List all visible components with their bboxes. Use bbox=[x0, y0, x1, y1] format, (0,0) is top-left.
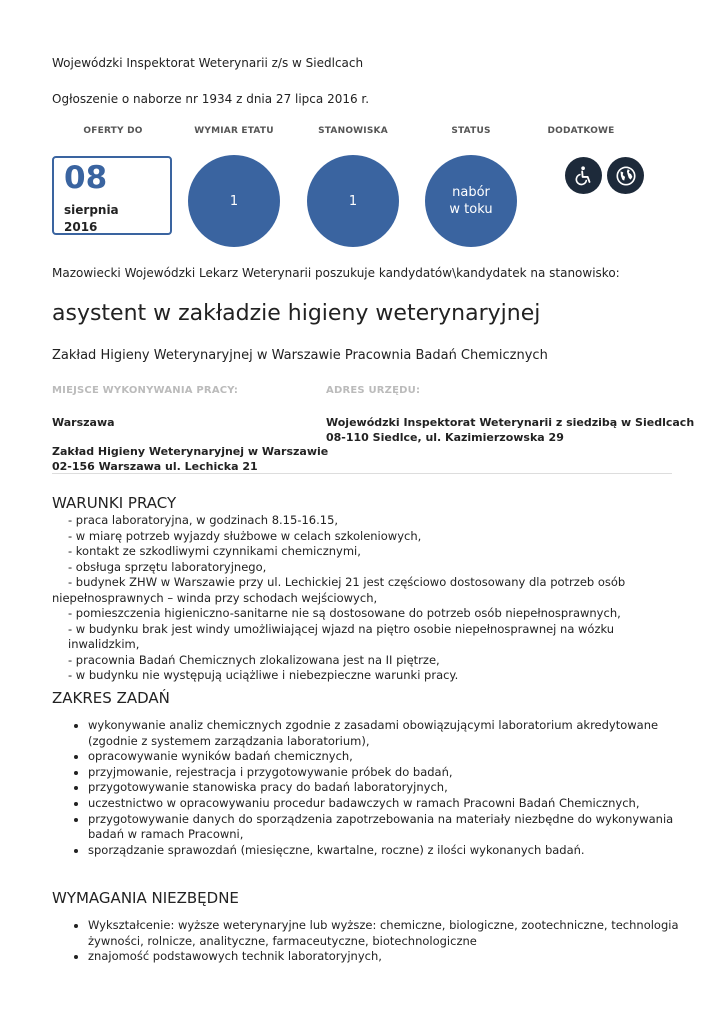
task-item: • opracowywanie wyników badań chemicznych, bbox=[88, 749, 688, 765]
workplace-address bbox=[52, 444, 328, 474]
announcement-title: Ogłoszenie o naborze nr 1934 z dnia 27 lipca 2016 r. bbox=[52, 92, 370, 106]
globe-icon bbox=[607, 157, 644, 194]
deadline-month-year bbox=[64, 202, 119, 236]
condition-line: - obsługa sprzętu laboratoryjnego, bbox=[68, 559, 267, 574]
label-deadline: OFERTY DO bbox=[83, 126, 143, 136]
positions-value: 1 bbox=[348, 193, 358, 209]
condition-line: - praca laboratoryjna, w godzinach 8.15-16.15, bbox=[68, 513, 339, 527]
positions-circle bbox=[307, 155, 399, 247]
condition-line: - w miarę potrzeb wyjazdy służbowe w celach szkoleniowych, bbox=[68, 528, 422, 543]
position-title: asystent w zakładzie higieny weterynaryjnej bbox=[52, 301, 541, 326]
status-circle bbox=[425, 155, 517, 247]
requirements-heading: WYMAGANIA NIEZBĘDNE bbox=[52, 889, 239, 907]
task-item: • przygotowywanie danych do sporządzenia zapotrzebowania na materiały niezbędne do wykonywania badań w ramach Pracowni, bbox=[88, 812, 688, 843]
requirements-list bbox=[52, 918, 688, 965]
wheelchair-icon bbox=[565, 157, 602, 194]
requirements-list-wrap bbox=[52, 918, 688, 965]
intro-text: Mazowiecki Wojewódzki Lekarz Weterynarii poszukuje kandydatów\kandydatek na stanowisko: bbox=[52, 266, 620, 280]
workplace-city: Warszawa bbox=[52, 416, 115, 429]
tasks-list-wrap bbox=[52, 718, 688, 858]
office-address bbox=[326, 415, 694, 445]
label-positions: STANOWISKA bbox=[318, 126, 388, 136]
requirement-item: • Wykształcenie: wyższe weterynaryjne lub wyższe: chemiczne, biologiczne, zootechniczne, technologia żywności, rolnicze, analityczne, farmaceutyczne, biotechnologiczne bbox=[88, 918, 688, 949]
task-item: • przyjmowanie, rejestracja i przygotowywanie próbek do badań, bbox=[88, 765, 688, 781]
task-item: • przygotowywanie stanowiska pracy do badań laboratoryjnych, bbox=[88, 780, 688, 796]
label-extra: DODATKOWE bbox=[547, 126, 615, 136]
tasks-heading: ZAKRES ZADAŃ bbox=[52, 689, 170, 707]
condition-line: niepełnosprawnych – winda przy schodach wejściowych, bbox=[52, 590, 378, 605]
condition-line: - kontakt ze szkodliwymi czynnikami chemicznymi, bbox=[68, 544, 361, 558]
task-item: • wykonywanie analiz chemicznych zgodnie z zasadami obowiązującymi laboratorium akredytowane (zgodnie z systemem zarządzania laboratorium), bbox=[88, 718, 688, 749]
condition-line: - w budynku brak jest windy umożliwiającej wjazd na piętro osobie niepełnosprawnej na wózku inwalidzkim, bbox=[68, 621, 615, 651]
etat-value: 1 bbox=[229, 193, 239, 209]
requirement-item: • znajomość podstawowych technik laboratoryjnych, bbox=[88, 949, 688, 965]
label-etat: WYMIAR ETATU bbox=[194, 126, 274, 136]
deadline-year: 2016 bbox=[64, 220, 98, 234]
label-status: STATUS bbox=[451, 126, 491, 136]
task-item: • sporządzanie sprawozdań (miesięczne, kwartalne, roczne) z ilości wykonanych badań. bbox=[88, 843, 688, 859]
deadline-day: 08 bbox=[64, 160, 108, 196]
condition-line: - budynek ZHW w Warszawie przy ul. Lechickiej 21 jest częściowo dostosowany dla potrzeb osób bbox=[68, 575, 626, 589]
workplace-line-2: 02-156 Warszawa ul. Lechicka 21 bbox=[52, 460, 258, 473]
office-line-1: Wojewódzki Inspektorat Weterynarii z siedzibą w Siedlcach bbox=[326, 416, 695, 429]
deadline-box bbox=[52, 156, 172, 235]
conditions-heading: WARUNKI PRACY bbox=[52, 494, 177, 512]
task-item: • uczestnictwo w opracowywaniu procedur badawczych w ramach Pracowni Badań Chemicznych, bbox=[88, 796, 688, 812]
institution-name: Wojewódzki Inspektorat Weterynarii z/s w Siedlcach bbox=[52, 56, 364, 70]
workplace-line-1: Zakład Higieny Weterynaryjnej w Warszawie bbox=[52, 445, 329, 458]
office-line-2: 08-110 Siedlce, ul. Kazimierzowska 29 bbox=[326, 431, 564, 444]
department-name: Zakład Higieny Weterynaryjnej w Warszawie Pracownia Badań Chemicznych bbox=[52, 348, 548, 363]
condition-line: - w budynku nie występują uciążliwe i niebezpieczne warunki pracy. bbox=[68, 668, 459, 682]
office-label: ADRES URZĘDU: bbox=[326, 385, 421, 396]
deadline-month: sierpnia bbox=[64, 203, 119, 217]
status-text bbox=[449, 184, 492, 218]
tasks-list bbox=[52, 718, 688, 858]
status-line-2: w toku bbox=[449, 202, 493, 217]
workplace-label: MIEJSCE WYKONYWANIA PRACY: bbox=[52, 385, 239, 396]
divider bbox=[52, 473, 672, 474]
etat-circle bbox=[188, 155, 280, 247]
condition-line: - pomieszczenia higieniczno-sanitarne nie są dostosowane do potrzeb osób niepełnosprawnych, bbox=[68, 606, 621, 620]
status-line-1: nabór bbox=[452, 185, 490, 200]
conditions-list bbox=[52, 513, 678, 684]
condition-line: - pracownia Badań Chemicznych zlokalizowana jest na II piętrze, bbox=[68, 652, 440, 667]
